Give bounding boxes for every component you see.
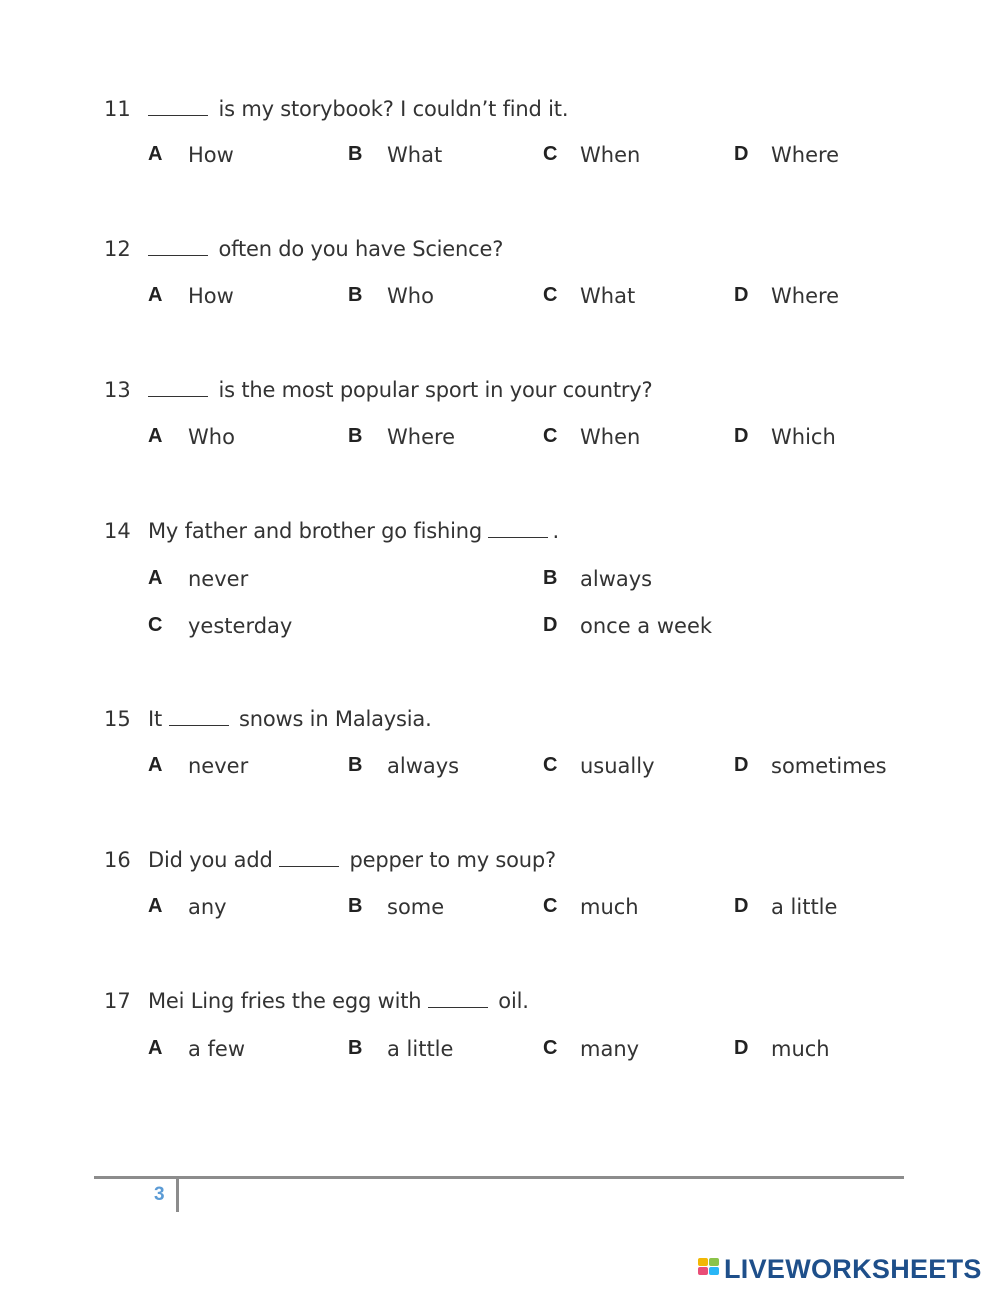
option-d[interactable]: much — [771, 1037, 830, 1061]
answer-blank[interactable] — [148, 237, 208, 256]
option-letter: A — [148, 567, 163, 589]
answer-blank[interactable] — [148, 97, 208, 116]
option-d[interactable]: a little — [771, 895, 838, 919]
option-b[interactable]: always — [387, 754, 460, 778]
option-letter: D — [734, 754, 749, 776]
option-c[interactable]: When — [580, 143, 641, 167]
question-stem: It snows in Malaysia. — [148, 707, 432, 731]
option-b[interactable]: a little — [387, 1037, 454, 1061]
option-a[interactable]: never — [188, 754, 249, 778]
question-number: 12 — [104, 237, 131, 261]
option-letter: C — [543, 143, 558, 165]
option-letter: B — [348, 895, 363, 917]
option-letter: D — [734, 425, 749, 447]
option-letter: A — [148, 754, 163, 776]
option-letter: D — [734, 143, 749, 165]
liveworksheets-logo-icon — [698, 1256, 720, 1282]
option-b[interactable]: What — [387, 143, 443, 167]
option-b[interactable]: some — [387, 895, 445, 919]
option-letter: A — [148, 425, 163, 447]
option-letter: D — [734, 1037, 749, 1059]
option-a[interactable]: Who — [188, 425, 235, 449]
option-a[interactable]: How — [188, 284, 234, 308]
option-b[interactable]: Who — [387, 284, 434, 308]
question-number: 17 — [104, 989, 131, 1013]
question-stem: My father and brother go fishing . — [148, 519, 559, 543]
option-letter: C — [148, 614, 163, 636]
question-stem: is the most popular sport in your country? — [148, 378, 652, 402]
option-d[interactable]: Where — [771, 143, 840, 167]
option-letter: A — [148, 895, 163, 917]
footer-divider — [94, 1176, 904, 1179]
option-c[interactable]: many — [580, 1037, 640, 1061]
option-c[interactable]: When — [580, 425, 641, 449]
option-d[interactable]: once a week — [580, 614, 713, 638]
option-c[interactable]: What — [580, 284, 636, 308]
option-c[interactable]: usually — [580, 754, 655, 778]
question-number: 14 — [104, 519, 131, 543]
option-letter: B — [348, 143, 363, 165]
question-number: 15 — [104, 707, 131, 731]
answer-blank[interactable] — [428, 989, 488, 1008]
option-letter: B — [348, 754, 363, 776]
answer-blank[interactable] — [169, 707, 229, 726]
option-letter: D — [734, 895, 749, 917]
option-letter: C — [543, 1037, 558, 1059]
option-letter: D — [734, 284, 749, 306]
answer-blank[interactable] — [148, 378, 208, 397]
option-letter: B — [543, 567, 558, 589]
option-letter: C — [543, 754, 558, 776]
option-letter: C — [543, 895, 558, 917]
option-letter: B — [348, 284, 363, 306]
option-letter: B — [348, 425, 363, 447]
option-d[interactable]: sometimes — [771, 754, 887, 778]
footer-vertical-divider — [176, 1179, 179, 1212]
option-a[interactable]: How — [188, 143, 234, 167]
option-letter: B — [348, 1037, 363, 1059]
question-stem: often do you have Science? — [148, 237, 503, 261]
option-letter: C — [543, 425, 558, 447]
brand-name: LIVEWORKSHEETS — [724, 1253, 982, 1284]
answer-blank[interactable] — [488, 519, 548, 538]
option-letter: C — [543, 284, 558, 306]
question-stem: Did you add pepper to my soup? — [148, 848, 556, 872]
option-letter: A — [148, 284, 163, 306]
option-b[interactable]: always — [580, 567, 653, 591]
question-number: 13 — [104, 378, 131, 402]
option-c[interactable]: much — [580, 895, 639, 919]
question-stem: Mei Ling fries the egg with oil. — [148, 989, 529, 1013]
question-stem: is my storybook? I couldn’t find it. — [148, 97, 568, 121]
question-number: 16 — [104, 848, 131, 872]
option-letter: D — [543, 614, 558, 636]
option-d[interactable]: Which — [771, 425, 836, 449]
option-d[interactable]: Where — [771, 284, 840, 308]
liveworksheets-brand — [698, 1252, 982, 1286]
page-number: 3 — [154, 1184, 165, 1205]
option-a[interactable]: never — [188, 567, 249, 591]
option-letter: A — [148, 1037, 163, 1059]
option-letter: A — [148, 143, 163, 165]
option-b[interactable]: Where — [387, 425, 456, 449]
option-c[interactable]: yesterday — [188, 614, 293, 638]
option-a[interactable]: any — [188, 895, 227, 919]
question-number: 11 — [104, 97, 131, 121]
answer-blank[interactable] — [279, 848, 339, 867]
option-a[interactable]: a few — [188, 1037, 246, 1061]
